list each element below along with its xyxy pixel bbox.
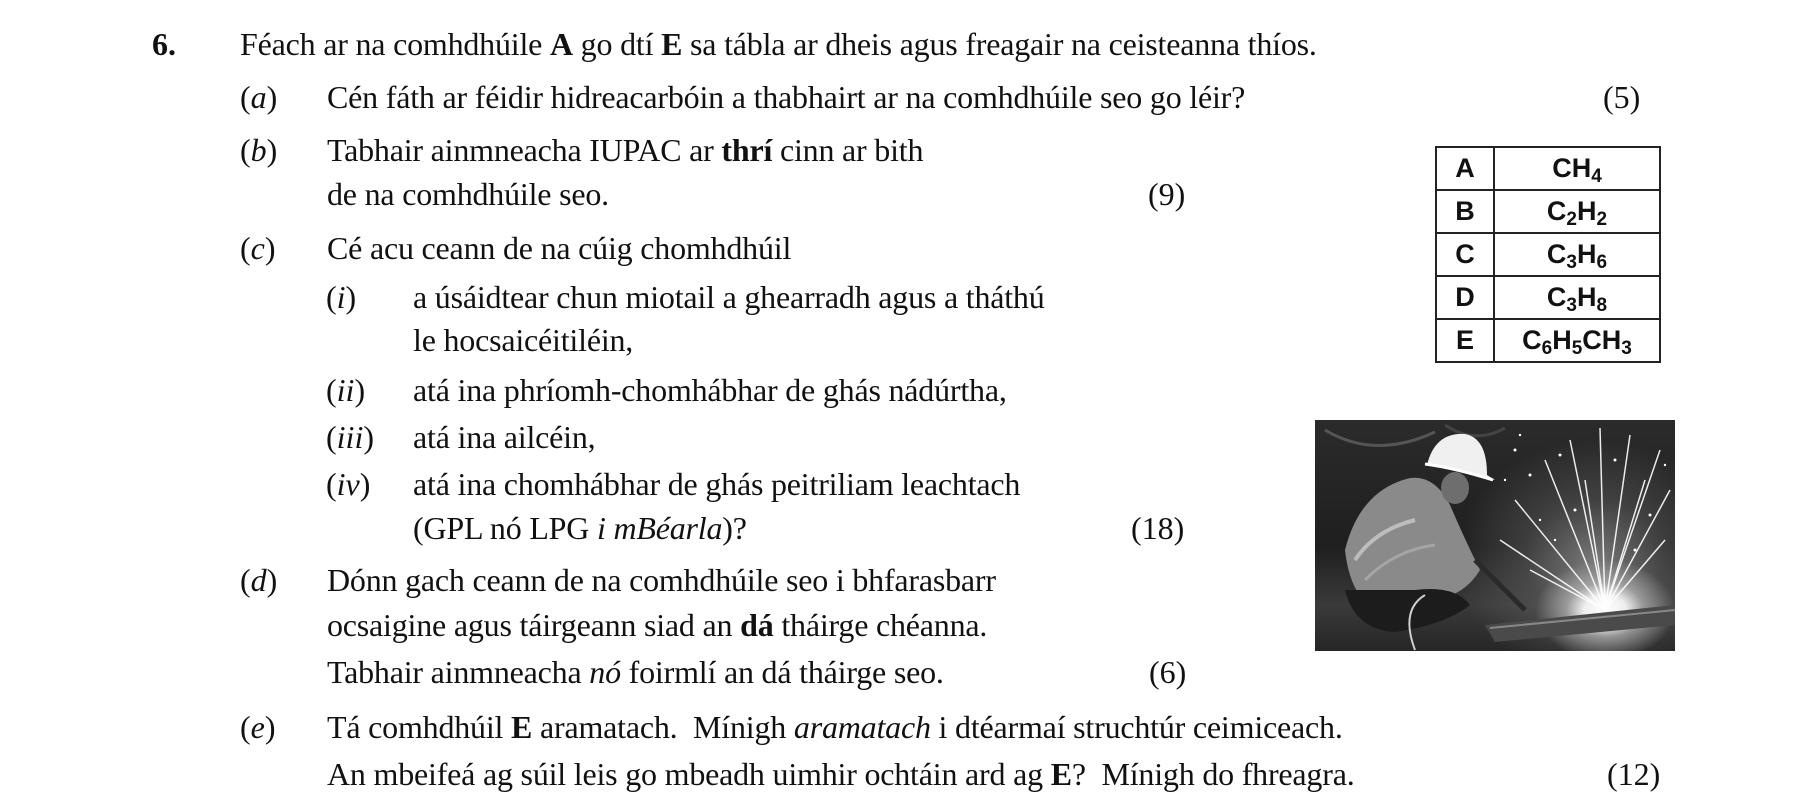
part-c-ii-label: (ii) — [326, 372, 366, 408]
question-intro — [240, 24, 1317, 64]
part-e-label: (e) — [240, 709, 276, 745]
part-d-line2: ocsaigine agus táirgeann siad an dá tháirge chéanna. — [327, 607, 988, 643]
compound-row — [1436, 190, 1660, 233]
part-c-iv-line2: (GPL nó LPG i mBéarla)? — [413, 510, 747, 546]
compound-row — [1436, 319, 1660, 362]
part-c-iii-label: (iii) — [326, 419, 374, 455]
part-e-line2: An mbeifeá ag súil leis go mbeadh uimhir ochtáin ard ag E? Mínigh do fhreagra. — [327, 756, 1355, 792]
intro-bold-e: E — [661, 26, 683, 62]
compound-key: A — [1436, 147, 1494, 190]
part-e-marks: (12) — [1607, 756, 1661, 792]
compound-key: B — [1436, 190, 1494, 233]
compound-row — [1436, 147, 1660, 190]
part-b-label: (b) — [240, 132, 278, 168]
part-c-iii-text: atá ina ailcéin, — [413, 419, 596, 455]
part-d-marks: (6) — [1149, 654, 1187, 690]
compound-formula: $C_3H_6$ — [1494, 233, 1660, 276]
part-d-line1: Dónn gach ceann de na comhdhúile seo i bhfarasbarr — [327, 562, 996, 598]
intro-text: go dtí — [572, 26, 662, 62]
part-c-iv-line1: atá ina chomhábhar de ghás peitriliam leachtach — [413, 466, 1021, 502]
welder-illustration — [1315, 420, 1675, 651]
compound-formula: $C_6H_5CH_3$ — [1494, 319, 1660, 362]
part-a-label: (a) — [240, 79, 278, 115]
compound-row — [1436, 276, 1660, 319]
part-c-marks: (18) — [1131, 510, 1185, 546]
part-c-i-line2: le hocsaicéitiléin, — [413, 322, 634, 358]
part-e-line1: Tá comhdhúil E aramatach. Mínigh aramatach i dtéarmaí struchtúr ceimiceach. — [327, 709, 1343, 745]
part-c-i-line1: a úsáidtear chun miotail a ghearradh agus a tháthú — [413, 279, 1045, 315]
part-a-text: Cén fáth ar féidir hidreacarbóin a thabhairt ar na comhdhúile seo go léir? — [327, 79, 1246, 115]
compound-row — [1436, 233, 1660, 276]
part-c-ii-text: atá ina phríomh-chomhábhar de ghás nádúrtha, — [413, 372, 1007, 408]
question-number: 6. — [152, 26, 176, 62]
compound-key: C — [1436, 233, 1494, 276]
compound-formula: $CH_4$ — [1494, 147, 1660, 190]
part-c-iv-label: (iv) — [326, 466, 371, 502]
part-c-i-label: (i) — [326, 279, 357, 315]
welder-photo — [1315, 420, 1675, 651]
compound-table — [1435, 146, 1661, 363]
intro-text: sa tábla ar dheis agus freagair na ceisteanna thíos. — [682, 26, 1317, 62]
compound-key: E — [1436, 319, 1494, 362]
part-d-line3: Tabhair ainmneacha nó foirmlí an dá tháirge seo. — [327, 654, 944, 690]
part-c-label: (c) — [240, 230, 276, 266]
part-a-marks: (5) — [1603, 79, 1641, 115]
intro-bold-a: A — [549, 26, 573, 62]
part-b-line1: Tabhair ainmneacha IUPAC ar thrí cinn ar bith — [327, 132, 924, 168]
part-c-text: Cé acu ceann de na cúig chomhdhúil — [327, 230, 792, 266]
compound-formula: $C_2H_2$ — [1494, 190, 1660, 233]
part-b-line2: de na comhdhúile seo. — [327, 176, 609, 212]
intro-text: Féach ar na comhdhúile — [240, 26, 550, 62]
compound-formula: $C_3H_8$ — [1494, 276, 1660, 319]
part-d-label: (d) — [240, 562, 278, 598]
part-b-marks: (9) — [1148, 176, 1186, 212]
compound-key: D — [1436, 276, 1494, 319]
